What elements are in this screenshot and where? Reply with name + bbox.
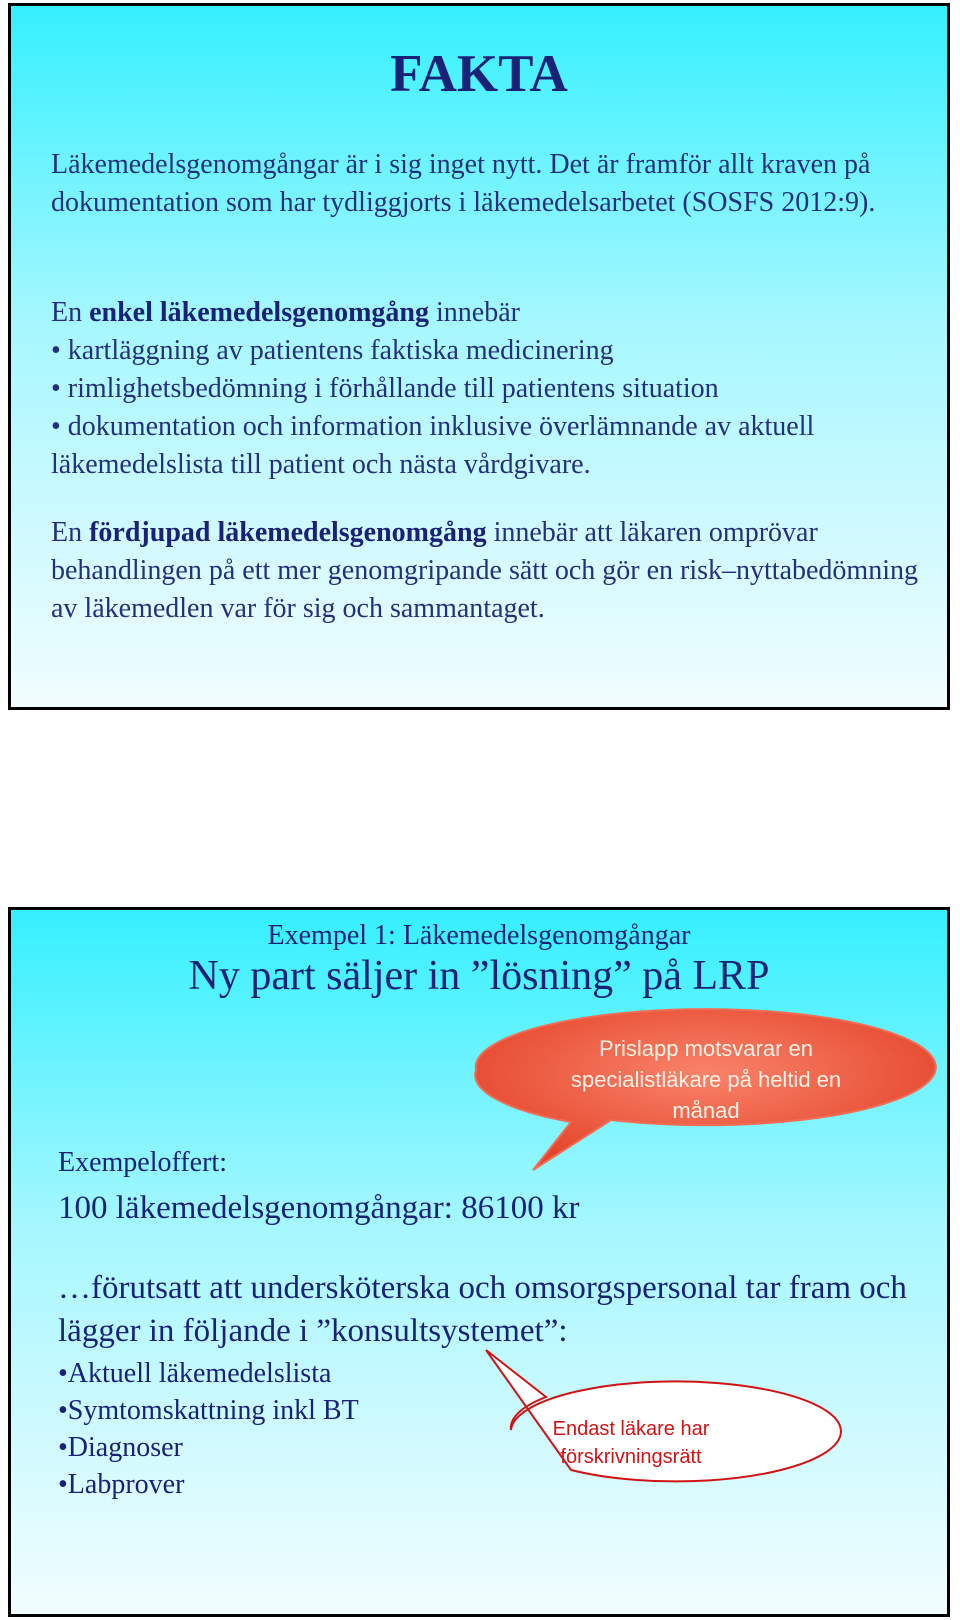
- price-callout-text: Prislapp motsvarar en specialistläkare på heltid en månad: [570, 1036, 842, 1123]
- deep-term: fördjupad läkemedelsgenomgång: [89, 517, 487, 548]
- required-items-list: [58, 1355, 359, 1503]
- doctor-callout-text: Endast läkare har förskrivningsrätt: [552, 1418, 710, 1468]
- simple-term: enkel läkemedelsgenomgång: [89, 297, 429, 328]
- example-heading: Exempel 1: Läkemedelsgenomgångar: [267, 920, 691, 951]
- list-item: •Symtomskattning inkl BT: [58, 1395, 359, 1426]
- offer-value: 100 läkemedelsgenomgångar: 86100 kr: [58, 1190, 580, 1226]
- list-item: •Diagnoser: [58, 1432, 183, 1463]
- condition-text: …förutsatt att undersköterska och omsorgspersonal tar fram och lägger in följande i ”konsultsystemet”:: [58, 1270, 907, 1349]
- slide-fakta: [8, 3, 950, 710]
- simple-review-paragraph: [51, 294, 931, 484]
- callout-shapes: [11, 910, 947, 1614]
- simple-suffix: innebär: [429, 297, 520, 328]
- offer-label: Exempeloffert:: [58, 1147, 227, 1178]
- deep-prefix: En: [51, 517, 90, 548]
- slide-example: [8, 907, 950, 1617]
- bullet-item: • kartläggning av patientens faktiska medicinering: [51, 335, 614, 366]
- list-item: •Aktuell läkemedelslista: [58, 1358, 332, 1389]
- deep-suffix: innebär att läkaren omprövar behandlingen på ett mer genomgripande sätt och gör en risk–nyttabedömning av läkemedlen var för sig och sammantaget.: [51, 517, 918, 624]
- slide-title: FAKTA: [390, 45, 568, 103]
- bullet-item: • rimlighetsbedömning i förhållande till patientens situation: [51, 373, 719, 404]
- deep-review-paragraph: [51, 514, 931, 628]
- example-title: Ny part säljer in ”lösning” på LRP: [188, 953, 770, 999]
- bullet-item: • dokumentation och information inklusive överlämnande av aktuell läkemedelslista till patient och nästa vårdgivare.: [51, 411, 815, 480]
- intro-paragraph: Läkemedelsgenomgångar är i sig inget nytt. Det är framför allt kraven på dokumentation som har tydliggjorts i läkemedelsarbetet (SOSFS 2012:9).: [51, 149, 876, 218]
- list-item: •Labprover: [58, 1469, 185, 1500]
- simple-prefix: En: [51, 297, 90, 328]
